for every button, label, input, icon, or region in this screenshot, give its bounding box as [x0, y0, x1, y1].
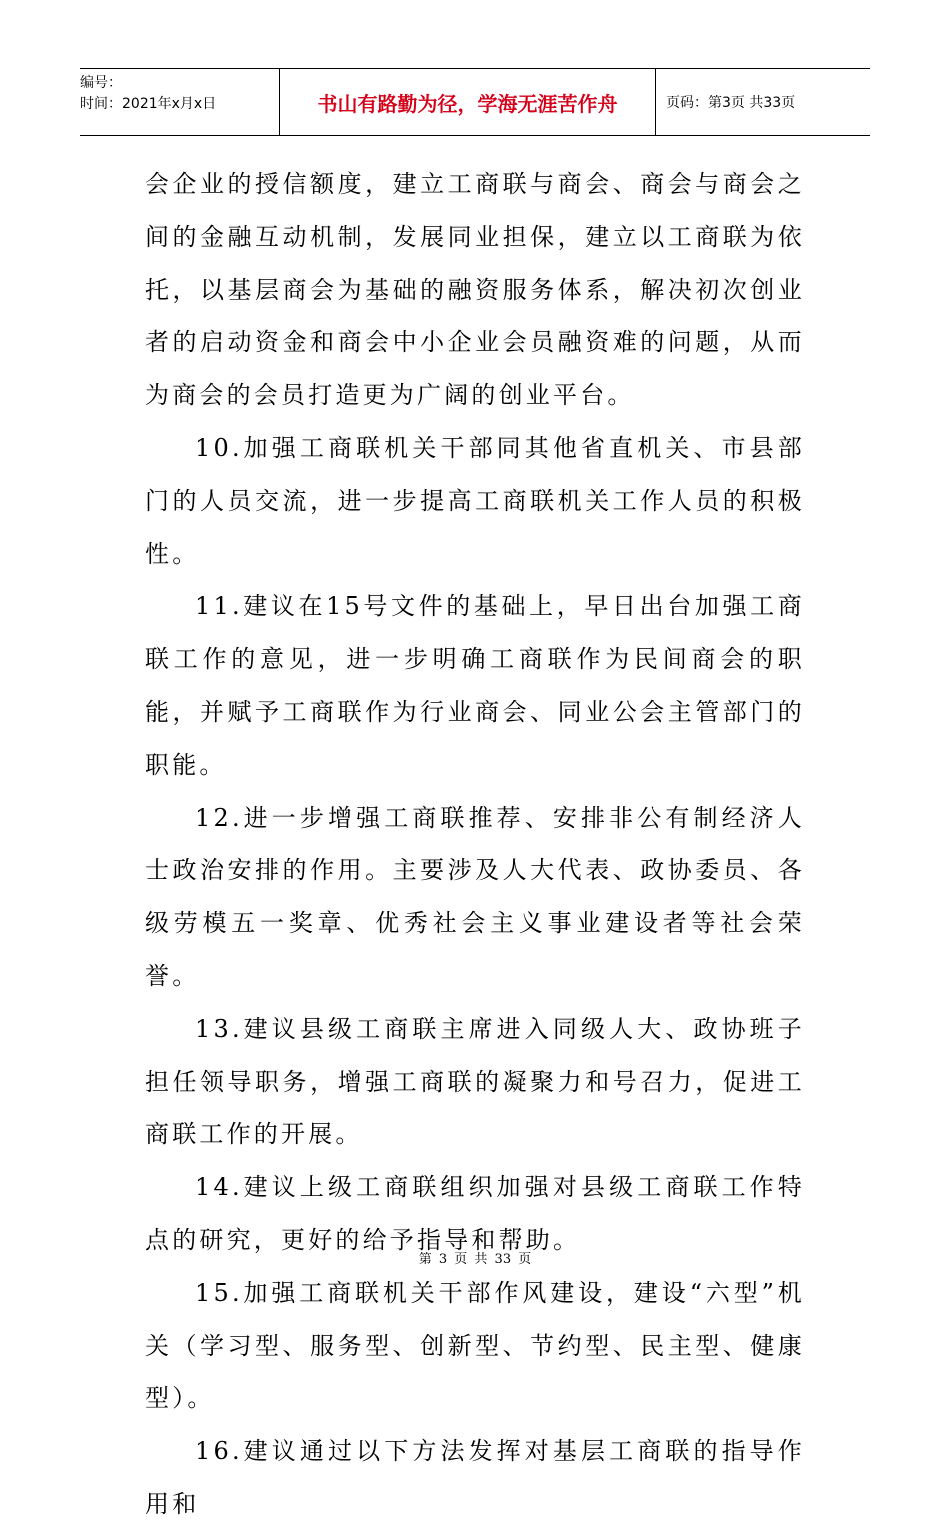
page-header: [80, 68, 870, 136]
header-page-info: 页码：第3页 共33页: [666, 95, 796, 111]
paragraph-item-14: 14.建议上级工商联组织加强对县级工商联工作特点的研究，更好的给予指导和帮助。: [145, 1173, 805, 1254]
paragraph-item-15: 15.加强工商联机关干部作风建设，建设“六型”机关（学习型、服务型、创新型、节约型、民主型、健康型）。: [145, 1278, 805, 1413]
paragraph-item-16: 16.建议通过以下方法发挥对基层工商联的指导作用和: [145, 1437, 805, 1518]
document-date: 时间：2021年x月x日: [80, 96, 217, 112]
document-number-label: 编号：: [80, 75, 122, 91]
paragraph-item-12: 12.进一步增强工商联推荐、安排非公有制经济人士政治安排的作用。主要涉及人大代表、政协委员、各级劳模五一奖章、优秀社会主义事业建设者等社会荣誉。: [145, 803, 805, 990]
header-meta: [80, 69, 280, 135]
paragraph-continued: 会企业的授信额度，建立工商联与商会、商会与商会之间的金融互动机制，发展同业担保，建立以工商联为依托，以基层商会为基础的融资服务体系，解决初次创业者的启动资金和商会中小企业会员融资难的问题，从而为商会的会员打造更为广阔的创业平台。: [145, 170, 805, 410]
paragraph-item-10: 10.加强工商联机关干部同其他省直机关、市县部门的人员交流，进一步提高工商联机关工作人员的积极性。: [145, 433, 805, 568]
page-footer: 第 3 页 共 33 页: [418, 1252, 532, 1267]
document-body: [145, 158, 805, 1531]
header-motto: 书山有路勤为径，学海无涯苦作舟: [280, 69, 656, 135]
paragraph-item-13: 13.建议县级工商联主席进入同级人大、政协班子担任领导职务，增强工商联的凝聚力和号召力，促进工商联工作的开展。: [145, 1014, 805, 1149]
paragraph-item-11: 11.建议在15号文件的基础上，早日出台加强工商联工作的意见，进一步明确工商联作为民间商会的职能，并赋予工商联作为行业商会、同业公会主管部门的职能。: [145, 592, 805, 779]
